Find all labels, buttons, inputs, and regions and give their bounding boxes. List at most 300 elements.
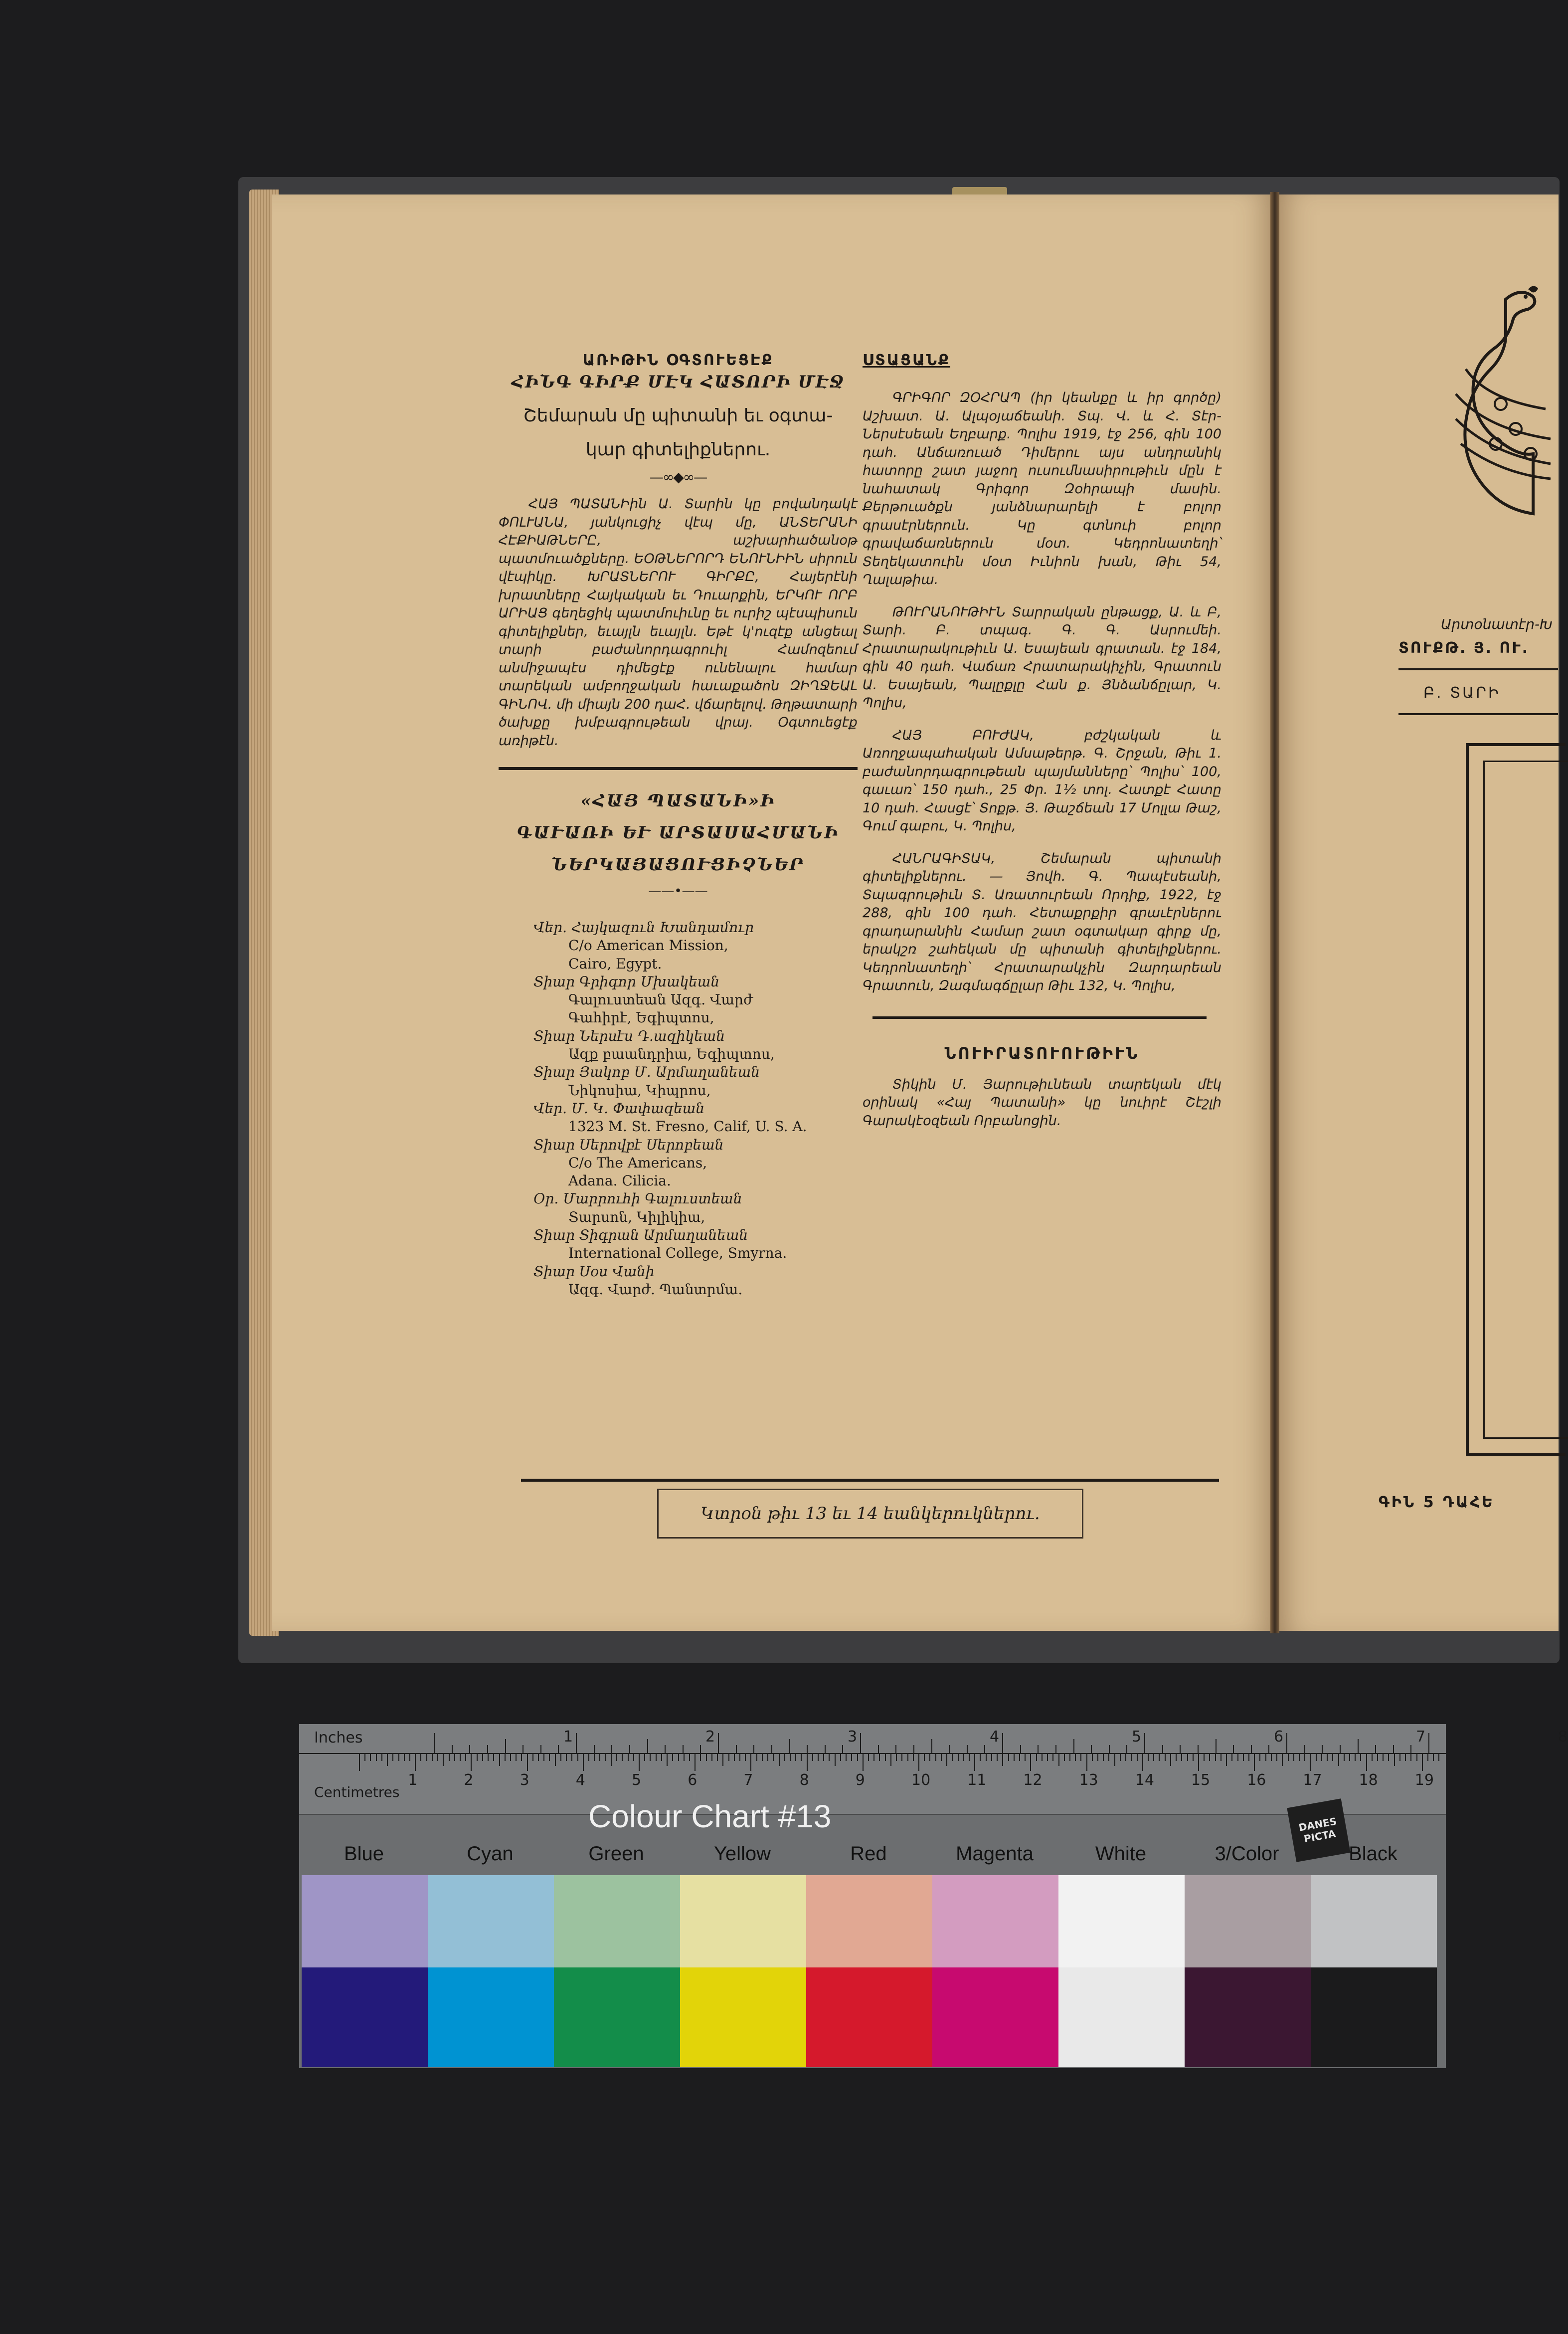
representative-address-line: Գալուստեան Ազգ. Վարժ [568, 991, 753, 1008]
cm-tick [650, 1754, 651, 1761]
cm-tick [1438, 1754, 1439, 1761]
inch-tick [771, 1745, 772, 1753]
cm-number: 4 [575, 1771, 585, 1789]
cm-tick [1125, 1754, 1126, 1761]
cm-tick [1427, 1754, 1428, 1761]
inch-tick [1038, 1745, 1039, 1753]
publisher-fragment: Արտօնատէր-Խ [1441, 616, 1553, 632]
cm-tick [488, 1754, 489, 1761]
cm-tick [516, 1754, 517, 1761]
cm-tick [695, 1754, 696, 1771]
cm-tick [750, 1754, 751, 1771]
donation-body: Տիկին Մ. Յարութիւնեան տարեկան մէկ օրինակ «Հայ Պատանի» կը նուիրէ Շէշլի Գարակէօզեան Որբանոցին. [863, 1076, 1221, 1129]
cm-tick [1014, 1754, 1015, 1761]
inch-tick [452, 1745, 453, 1753]
cm-tick [857, 1754, 858, 1761]
cm-tick [381, 1754, 382, 1761]
cm-tick [577, 1754, 578, 1761]
inch-number: 5 [1132, 1728, 1142, 1746]
inch-tick [913, 1745, 914, 1753]
inch-tick [1198, 1745, 1199, 1753]
cm-tick [1366, 1754, 1367, 1771]
cm-tick [1042, 1754, 1043, 1761]
inch-tick [1109, 1745, 1110, 1753]
swatch-dark [806, 1967, 932, 2067]
cm-tick [1383, 1754, 1384, 1761]
cm-tick [890, 1754, 891, 1766]
inch-tick [1251, 1745, 1252, 1753]
cm-tick [1327, 1754, 1328, 1761]
cm-tick [1002, 1754, 1003, 1766]
cm-tick [387, 1754, 388, 1766]
cm-tick [532, 1754, 533, 1761]
colour-chart-title: Colour Chart #13 [588, 1798, 832, 1834]
inch-tick [576, 1733, 577, 1753]
inch-tick [469, 1745, 470, 1753]
inch-tick [860, 1733, 861, 1753]
cm-tick [571, 1754, 572, 1761]
cm-tick [818, 1754, 819, 1761]
centimetres-label: Centimetres [314, 1784, 400, 1800]
cm-tick [812, 1754, 813, 1761]
cm-tick [1092, 1754, 1093, 1761]
representative-address-line: 1323 M. St. Fresno, Calif, U. S. A. [568, 1118, 807, 1135]
cm-tick [1338, 1754, 1339, 1766]
cm-tick [689, 1754, 690, 1761]
representative-address-line: C/o American Mission, [568, 937, 728, 954]
cm-tick [1047, 1754, 1048, 1761]
cm-tick [1108, 1754, 1109, 1761]
inch-tick [540, 1745, 541, 1753]
cm-tick [549, 1754, 550, 1761]
inch-tick [1322, 1745, 1323, 1753]
inch-tick [1268, 1745, 1269, 1753]
cm-tick [667, 1754, 668, 1766]
cm-number: 9 [855, 1771, 865, 1789]
swatch-light [1311, 1875, 1437, 1967]
representative-address-line: Նիկոսիա, Կիպրոս, [568, 1082, 711, 1099]
cm-tick [829, 1754, 830, 1761]
cm-tick [1220, 1754, 1221, 1761]
inch-tick [736, 1745, 737, 1753]
cm-number: 6 [688, 1771, 697, 1789]
cm-tick [1310, 1754, 1311, 1771]
cm-tick [1036, 1754, 1037, 1761]
representatives-heading-2: ԳԱՒԱՌԻ ԵՒ ԱՐՏԱՍԱՀՄԱՆԻ [517, 823, 840, 843]
cm-tick [1231, 1754, 1232, 1761]
cm-tick [420, 1754, 421, 1761]
cm-tick [415, 1754, 416, 1771]
swatch-label: Yellow [713, 1843, 771, 1865]
cm-tick [823, 1754, 824, 1761]
logo-text: DANES PICTA [1297, 1815, 1338, 1845]
cm-tick [974, 1754, 975, 1771]
inch-tick [967, 1745, 968, 1753]
inch-tick [931, 1739, 932, 1753]
cm-number: 14 [1135, 1771, 1154, 1789]
representatives-list [499, 919, 858, 1299]
cm-tick [477, 1754, 478, 1761]
inch-tick [665, 1745, 666, 1753]
cm-tick [918, 1754, 919, 1771]
cm-tick [795, 1754, 796, 1761]
cm-tick [980, 1754, 981, 1761]
cm-tick [1064, 1754, 1065, 1761]
swatch-light [1185, 1875, 1311, 1967]
cm-tick [364, 1754, 365, 1761]
cm-number: 12 [1023, 1771, 1043, 1789]
representative-address-line: Գահիրէ, Եգիպտոս, [568, 1009, 714, 1026]
price-fragment: ԳԻՆ 5 ԴԱՀԵ [1379, 1494, 1495, 1511]
cm-tick [1360, 1754, 1361, 1761]
swatch-light [302, 1875, 428, 1967]
inch-number: 6 [1274, 1728, 1284, 1746]
cm-tick [745, 1754, 746, 1761]
inch-tick [718, 1733, 719, 1753]
right-page-rule [1398, 668, 1558, 670]
cm-tick [1288, 1754, 1289, 1761]
cm-tick [527, 1754, 528, 1771]
cm-tick [901, 1754, 902, 1761]
cm-tick [493, 1754, 494, 1761]
cm-number: 5 [632, 1771, 642, 1789]
cm-tick [1248, 1754, 1249, 1761]
inch-tick [611, 1745, 612, 1753]
cm-tick [969, 1754, 970, 1761]
cm-tick [784, 1754, 785, 1761]
cm-tick [863, 1754, 864, 1771]
swatch-light [428, 1875, 554, 1967]
cm-tick [1237, 1754, 1238, 1761]
cm-tick [1170, 1754, 1171, 1766]
cm-tick [801, 1754, 802, 1761]
cm-tick [807, 1754, 808, 1771]
inch-tick [1375, 1745, 1376, 1753]
cm-tick [426, 1754, 427, 1761]
cm-tick [756, 1754, 757, 1761]
measurement-ruler [299, 1724, 1568, 1815]
swatch-dark [428, 1967, 554, 2067]
cm-tick [1316, 1754, 1317, 1761]
inch-tick [878, 1745, 879, 1753]
swatch-label: Black [1349, 1843, 1397, 1865]
cm-tick [672, 1754, 673, 1761]
cm-tick [941, 1754, 942, 1761]
inch-tick [1126, 1745, 1127, 1753]
cm-tick [1069, 1754, 1070, 1761]
cm-tick [611, 1754, 612, 1766]
cm-tick [913, 1754, 914, 1761]
cm-tick [432, 1754, 433, 1761]
cm-tick [1080, 1754, 1081, 1761]
swatch-dark [1058, 1967, 1185, 2067]
right-page-rule-2 [1398, 713, 1558, 715]
swatch-label: Magenta [956, 1843, 1034, 1865]
cm-tick [1394, 1754, 1395, 1766]
cm-tick [1187, 1754, 1188, 1761]
cm-number: 2 [464, 1771, 474, 1789]
cm-tick [1422, 1754, 1423, 1771]
inch-tick [1358, 1739, 1359, 1753]
cm-tick [907, 1754, 908, 1761]
cm-tick [482, 1754, 483, 1761]
representative-address-line: Adana. Cilicia. [568, 1172, 671, 1189]
representative-name: Օր. Մարրուհի Գալուստեան [533, 1190, 742, 1207]
cm-tick [1142, 1754, 1143, 1771]
inch-tick [1002, 1733, 1003, 1753]
cm-tick [1176, 1754, 1177, 1761]
cm-tick [510, 1754, 511, 1761]
cm-tick [566, 1754, 567, 1761]
cm-tick [986, 1754, 987, 1761]
inch-tick [594, 1745, 595, 1753]
cm-tick [1019, 1754, 1020, 1761]
cm-tick [1416, 1754, 1417, 1761]
left-column [499, 352, 858, 1299]
page-bottom-rule [521, 1479, 1219, 1482]
received-heading: ՍՏԱՑԱՆՔ [863, 352, 950, 369]
cm-tick [1321, 1754, 1322, 1761]
cm-tick [896, 1754, 897, 1761]
cm-tick [1052, 1754, 1053, 1761]
cm-tick [505, 1754, 506, 1761]
cm-tick [560, 1754, 561, 1761]
cm-number: 17 [1303, 1771, 1322, 1789]
cm-tick [499, 1754, 500, 1766]
cm-number: 16 [1247, 1771, 1266, 1789]
cm-tick [1120, 1754, 1121, 1761]
cm-tick [594, 1754, 595, 1761]
cm-tick [722, 1754, 723, 1766]
cm-number: 3 [520, 1771, 529, 1789]
cm-tick [1137, 1754, 1138, 1761]
inch-tick [789, 1739, 790, 1753]
cm-tick [700, 1754, 701, 1761]
cm-tick [1097, 1754, 1098, 1761]
cm-tick [599, 1754, 600, 1761]
cm-tick [929, 1754, 930, 1761]
representative-name: Վեր. Հայկազուն Խանդամուր [533, 919, 754, 936]
cm-tick [851, 1754, 852, 1761]
cm-tick [997, 1754, 998, 1761]
cm-tick [633, 1754, 634, 1761]
cm-tick [1405, 1754, 1406, 1761]
donation-heading: ՆՈՒԻՐԱՏՈՒՈՒԹԻՒՆ [944, 1043, 1140, 1063]
inch-tick [1304, 1745, 1305, 1753]
swatch-label: White [1095, 1843, 1147, 1865]
cm-tick [376, 1754, 377, 1761]
inch-tick [1180, 1745, 1181, 1753]
cm-tick [392, 1754, 393, 1761]
cm-tick [1265, 1754, 1266, 1761]
inch-tick [807, 1745, 808, 1753]
cm-tick [840, 1754, 841, 1761]
cm-tick [1103, 1754, 1104, 1761]
advertisement-body: ՀԱՅ ՊԱՏԱՆԻին Ա. Տարին կը բովանդակէ ՓՈԼՒԱՆԱ, յանկուցիչ վէպ մը, ԱՆՏԵՐԱՆԻ ՀԷՔԻԱԹՆԵՐԸ, աշխարհածանօթ պատմուածքները. ԵՕԹՆԵՐՈՐԴ ԵՆՈՒՆԻԻՆ սիրուն վէպիկը. ԽՐԱՏՆԵՐՈՒ ԳԻՐՔԸ, Հայերէնի խրատները Հայկական եւ Դուարքին, ԵՐԿՈՒ ՈՐԲ ԱՐԻԱՑ գեղեցիկ պատմուիւնը եւ ուրիշ պէսպիսուն գիտելիքներ, եւայլն եւայլն. Եթէ կ'ուզէք անցեալ տարի բաժանորդագրուիլ Համոզեում անմիջապէս դիմեցէք ունենալու համար տարեկան ամբողջական հաւաքածոն ԶԻՂՋԵԱԼ ԳԻՆՈՎ. մի միայն 200 դաՀ. վճարելով. Թղթատարի ծախքը խմբագրութեան վրայ. Օգտուեցէք առիթէն. [499, 496, 858, 749]
cm-tick [1165, 1754, 1166, 1761]
swatch-dark [302, 1967, 428, 2067]
representative-address-line: Cairo, Egypt. [568, 955, 662, 972]
inch-number: 1 [563, 1728, 573, 1746]
received-entry-1: ԳՐԻԳՈՐ ԶՕՀՐԱՊ (իր կեանքը և իր գործը) Աշխատ. Ա. Ալպօյաճեանի. Տպ. Վ. և Հ. Տէր-Ներսէսեան Եղբարք. Պոլիս 1919, էջ 256, գին 100 դահ. Անճառուած Դիմերու այս անդրանիկ հատորը շատ յաջող ուսումնասիրութիւն մըն է նահատակ Գրիգոր Զօհրապի մասին. Քերթուածքն յանձնարարելի է բոլոր գրասէրներուն. Կը գտնուի բոլոր գրավաճառներուն մօտ. Կեդրոնատեղի՝ Տեղեկատուին մօտ Իւնիոն խան, Թիւ 54, Ղալաթիա. [863, 390, 1221, 587]
cm-tick [1259, 1754, 1260, 1761]
cm-tick [1181, 1754, 1182, 1761]
cm-number: 13 [1079, 1771, 1098, 1789]
cm-tick [1372, 1754, 1373, 1761]
inch-tick [1162, 1745, 1163, 1753]
cm-tick [711, 1754, 712, 1761]
cm-tick [1153, 1754, 1154, 1761]
cm-tick [1086, 1754, 1087, 1771]
inch-tick [1144, 1733, 1145, 1753]
cm-number: 18 [1359, 1771, 1378, 1789]
cm-tick [717, 1754, 718, 1761]
cm-tick [449, 1754, 450, 1761]
cm-number: 19 [1414, 1771, 1434, 1789]
cm-number: 8 [799, 1771, 809, 1789]
cm-tick [1304, 1754, 1305, 1761]
cm-tick [471, 1754, 472, 1771]
inch-tick [825, 1745, 826, 1753]
cm-tick [739, 1754, 740, 1761]
swatch-label: Blue [344, 1843, 384, 1865]
cm-tick [963, 1754, 964, 1761]
cm-tick [639, 1754, 640, 1771]
cm-tick [628, 1754, 629, 1761]
cm-tick [1332, 1754, 1333, 1761]
cm-tick [370, 1754, 371, 1761]
cm-tick [437, 1754, 438, 1761]
inch-tick [1393, 1745, 1394, 1753]
inch-tick [1073, 1739, 1074, 1753]
cm-tick [873, 1754, 874, 1761]
cm-tick [1226, 1754, 1227, 1766]
cm-tick [952, 1754, 953, 1761]
cm-tick [1377, 1754, 1378, 1761]
representative-address-line: Ազք բաանդրիա, Եգիպտոս, [568, 1046, 775, 1063]
cm-tick [773, 1754, 774, 1761]
section-heading: ԱՌԻԹԻՆ ՕԳՏՈՒԵՑԷՔ [582, 352, 774, 369]
cm-tick [924, 1754, 925, 1761]
representative-name: Տիար Տիգրան Արմաղանեան [533, 1227, 748, 1244]
peacock-illustration [1406, 279, 1556, 618]
cm-tick [1410, 1754, 1411, 1761]
cm-tick [790, 1754, 791, 1761]
cm-tick [644, 1754, 645, 1761]
cm-tick [443, 1754, 444, 1766]
inch-tick [1286, 1733, 1287, 1753]
cm-tick [767, 1754, 768, 1761]
cm-tick [404, 1754, 405, 1761]
editor-fragment: ՏՈՒՔԹ. Յ. ՈՒ. [1398, 639, 1530, 657]
representative-address-line: C/o The Americans, [568, 1154, 707, 1171]
cm-tick [656, 1754, 657, 1761]
cm-tick [1243, 1754, 1244, 1761]
subheading-note-line1: Շեմարան մը պիտանի եւ օգտա- [523, 405, 833, 426]
inch-tick [505, 1739, 506, 1753]
cm-number: 10 [911, 1771, 931, 1789]
cm-tick [465, 1754, 466, 1761]
swatch-dark [1311, 1967, 1437, 2067]
representative-name: Տիար Ներսէս Դ.ազիկեան [533, 1027, 725, 1044]
inch-tick [1340, 1745, 1341, 1753]
cm-tick [1131, 1754, 1132, 1761]
column-rule [499, 767, 858, 770]
swatch-light [806, 1875, 932, 1967]
cm-tick [1293, 1754, 1294, 1761]
swatch-label: Red [850, 1843, 887, 1865]
cm-tick [1215, 1754, 1216, 1761]
representative-address-line: Ազգ. Վարժ. Պանտրմա. [568, 1281, 743, 1298]
cm-tick [460, 1754, 461, 1761]
cm-tick [622, 1754, 623, 1761]
representative-address-line: Տարսոն, Կիլիկիա, [568, 1208, 705, 1225]
cm-tick [616, 1754, 617, 1761]
cm-tick [1276, 1754, 1277, 1761]
inch-tick [434, 1733, 435, 1753]
received-entry-3: ՀԱՅ ԲՈՒԺԱԿ, բժշկական և Առողջապահական Ամսաթերթ. Գ. Շրջան, Թիւ 1. բաժանորդագրութեան պայմանները՝ Պոլիս՝ 100, գաւառ՝ 150 դահ., 25 Փր. 1½ տոլ. Հատքէ Հատը 10 դահ. Հասցէ՝ Տոքթ. Յ. Թաշճեան 17 Մոլլա Թաշ, Գում գաբու, Կ. Պոլիս, [863, 727, 1221, 834]
right-column [863, 352, 1221, 1144]
subheading-note-line2: կար գիտելիքներու. [585, 439, 771, 460]
inch-number: 4 [990, 1728, 1000, 1746]
cm-tick [706, 1754, 707, 1761]
inch-tick [647, 1739, 648, 1753]
inch-number: 2 [705, 1728, 715, 1746]
cm-tick [728, 1754, 729, 1761]
inch-tick [949, 1745, 950, 1753]
inch-tick [984, 1745, 985, 1753]
cm-tick [605, 1754, 606, 1761]
representative-name: Տիար Գրիգոր Մխակեան [533, 973, 720, 990]
cm-tick [1030, 1754, 1031, 1771]
inch-number: 8 [1558, 1728, 1568, 1746]
cm-tick [1271, 1754, 1272, 1761]
swatch-dark [554, 1967, 680, 2067]
column-rule-2 [872, 1016, 1207, 1019]
cm-tick [1148, 1754, 1149, 1761]
inch-tick [1055, 1745, 1056, 1753]
inch-tick [700, 1745, 701, 1753]
cm-tick [835, 1754, 836, 1766]
representative-name: Վեր. Մ. Կ. Փափազեան [533, 1100, 705, 1117]
book-gutter [1270, 192, 1279, 1633]
cm-tick [588, 1754, 589, 1761]
cm-tick [868, 1754, 869, 1761]
swatch-dark [680, 1967, 806, 2067]
swatch-light [554, 1875, 680, 1967]
cm-tick [684, 1754, 685, 1761]
cm-tick [1299, 1754, 1300, 1761]
cm-number: 7 [743, 1771, 753, 1789]
inch-number: 3 [848, 1728, 858, 1746]
inch-tick [1020, 1745, 1021, 1753]
cm-number: 15 [1191, 1771, 1211, 1789]
cm-tick [958, 1754, 959, 1761]
coupon-note-box: Կտրօն թիւ 13 եւ 14 եանկերուկներու. [657, 1489, 1083, 1539]
cm-tick [1282, 1754, 1283, 1766]
swatch-label: Green [588, 1843, 644, 1865]
cm-tick [846, 1754, 847, 1761]
cm-tick [1433, 1754, 1434, 1761]
inch-tick [487, 1745, 488, 1753]
representative-name: Տիար Յակոբ Մ. Արմաղանեան [533, 1064, 760, 1081]
inch-tick [629, 1745, 630, 1753]
swatch-dark [1185, 1967, 1311, 2067]
swatch-light [1058, 1875, 1185, 1967]
cover-frame-inner [1483, 761, 1568, 1439]
inch-number: 7 [1416, 1728, 1426, 1746]
inch-tick [895, 1745, 896, 1753]
